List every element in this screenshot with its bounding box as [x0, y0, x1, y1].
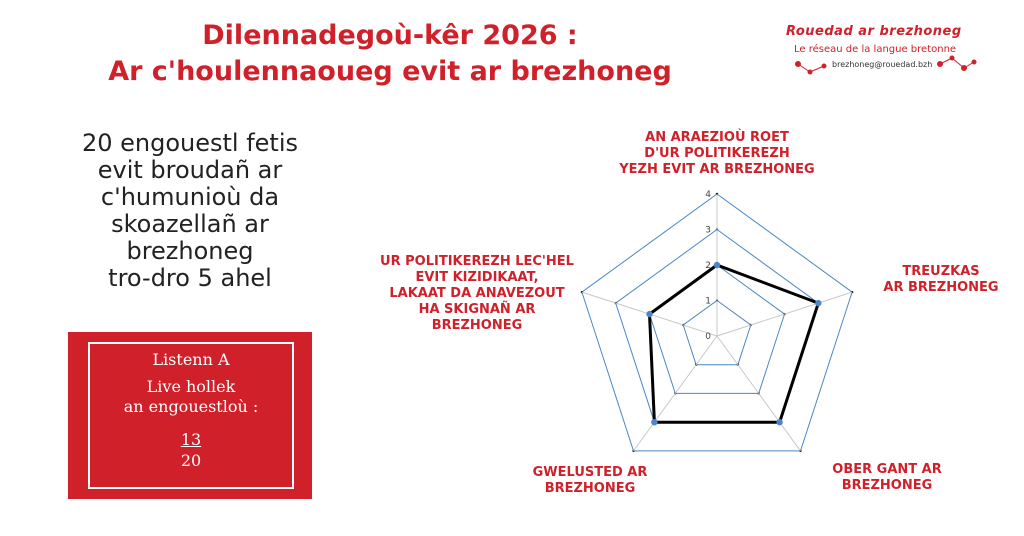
radar-data-point — [714, 262, 720, 268]
title-line-2: Ar c'houlennaoueg evit ar brezhoneg — [108, 56, 672, 87]
radar-axis-label-line: YEZH EVIT AR BREZHONEG — [619, 162, 815, 177]
score-numerator: 13 — [180, 430, 202, 449]
score-line-3: an engouestloù : — [123, 397, 259, 416]
score-denominator: 20 — [180, 451, 202, 470]
radar-axis-label-line: HA SKIGNAÑ AR — [418, 302, 536, 317]
radar-axis-label-line: OBER GANT AR — [832, 462, 942, 477]
radar-axis-label-line: GWELUSTED AR — [532, 465, 648, 480]
radar-data-point — [646, 311, 652, 317]
radar-axis-label-line: AN ARAEZIOÙ ROET — [645, 130, 789, 145]
radar-axis-label — [883, 264, 998, 295]
logo-subtitle: Le réseau de la langue bretonne — [794, 44, 957, 55]
radar-axis-label — [380, 254, 574, 333]
radar-axis-label-line: EVIT KIZIDIKAAT, — [415, 270, 539, 285]
radar-axis-label-line: BREZHONEG — [841, 478, 933, 493]
radar-axis-label-line: BREZHONEG — [431, 318, 523, 333]
radar-axis-label — [832, 462, 941, 493]
radar-axis-label-line: UR POLITIKEREZH LEC'HEL — [380, 254, 574, 269]
radar-data-point — [815, 300, 821, 306]
radar-axis-label-line: BREZHONEG — [544, 481, 636, 496]
radar-axis-label — [618, 129, 814, 177]
score-line-2: Live hollek — [146, 377, 236, 396]
intro-line: 20 engouestl fetis — [81, 129, 299, 157]
radar-tick-label: 3 — [705, 225, 711, 236]
radar-series-line — [650, 265, 819, 422]
radar-data-point — [776, 419, 782, 425]
intro-line: skoazellañ ar — [111, 210, 269, 238]
radar-axis-label-line: AR BREZHONEG — [883, 280, 999, 295]
logo-name: Rouedad ar brezhoneg — [786, 24, 962, 39]
radar-tick-label: 1 — [705, 296, 711, 307]
radar-tick-label: 4 — [705, 190, 711, 200]
radar-axis-label-line: LAKAAT DA ANAVEZOUT — [389, 286, 565, 301]
intro-line: brezhoneg — [126, 237, 254, 265]
radar-axis-labels — [380, 129, 999, 496]
logo-email: brezhoneg@rouedad.bzh — [832, 60, 933, 69]
radar-axis-label — [533, 465, 648, 496]
intro-line: c'humunioù da — [100, 183, 280, 211]
radar-spoke — [717, 292, 852, 336]
radar-tick-label: 2 — [705, 261, 711, 271]
title-line-1: Dilennadegoù-kêr 2026 : — [202, 20, 578, 51]
score-list-label: Listenn A — [152, 350, 230, 369]
intro-line: evit broudañ ar — [97, 156, 283, 184]
radar-axis-label-line: TREUZKAS — [902, 264, 980, 279]
radar-ticks — [705, 190, 711, 342]
radar-tick-label: 0 — [705, 332, 711, 342]
radar-data-point — [651, 419, 657, 425]
radar-axis-label-line: D'UR POLITIKEREZH — [644, 146, 790, 161]
intro-line: tro-dro 5 ahel — [108, 264, 272, 292]
